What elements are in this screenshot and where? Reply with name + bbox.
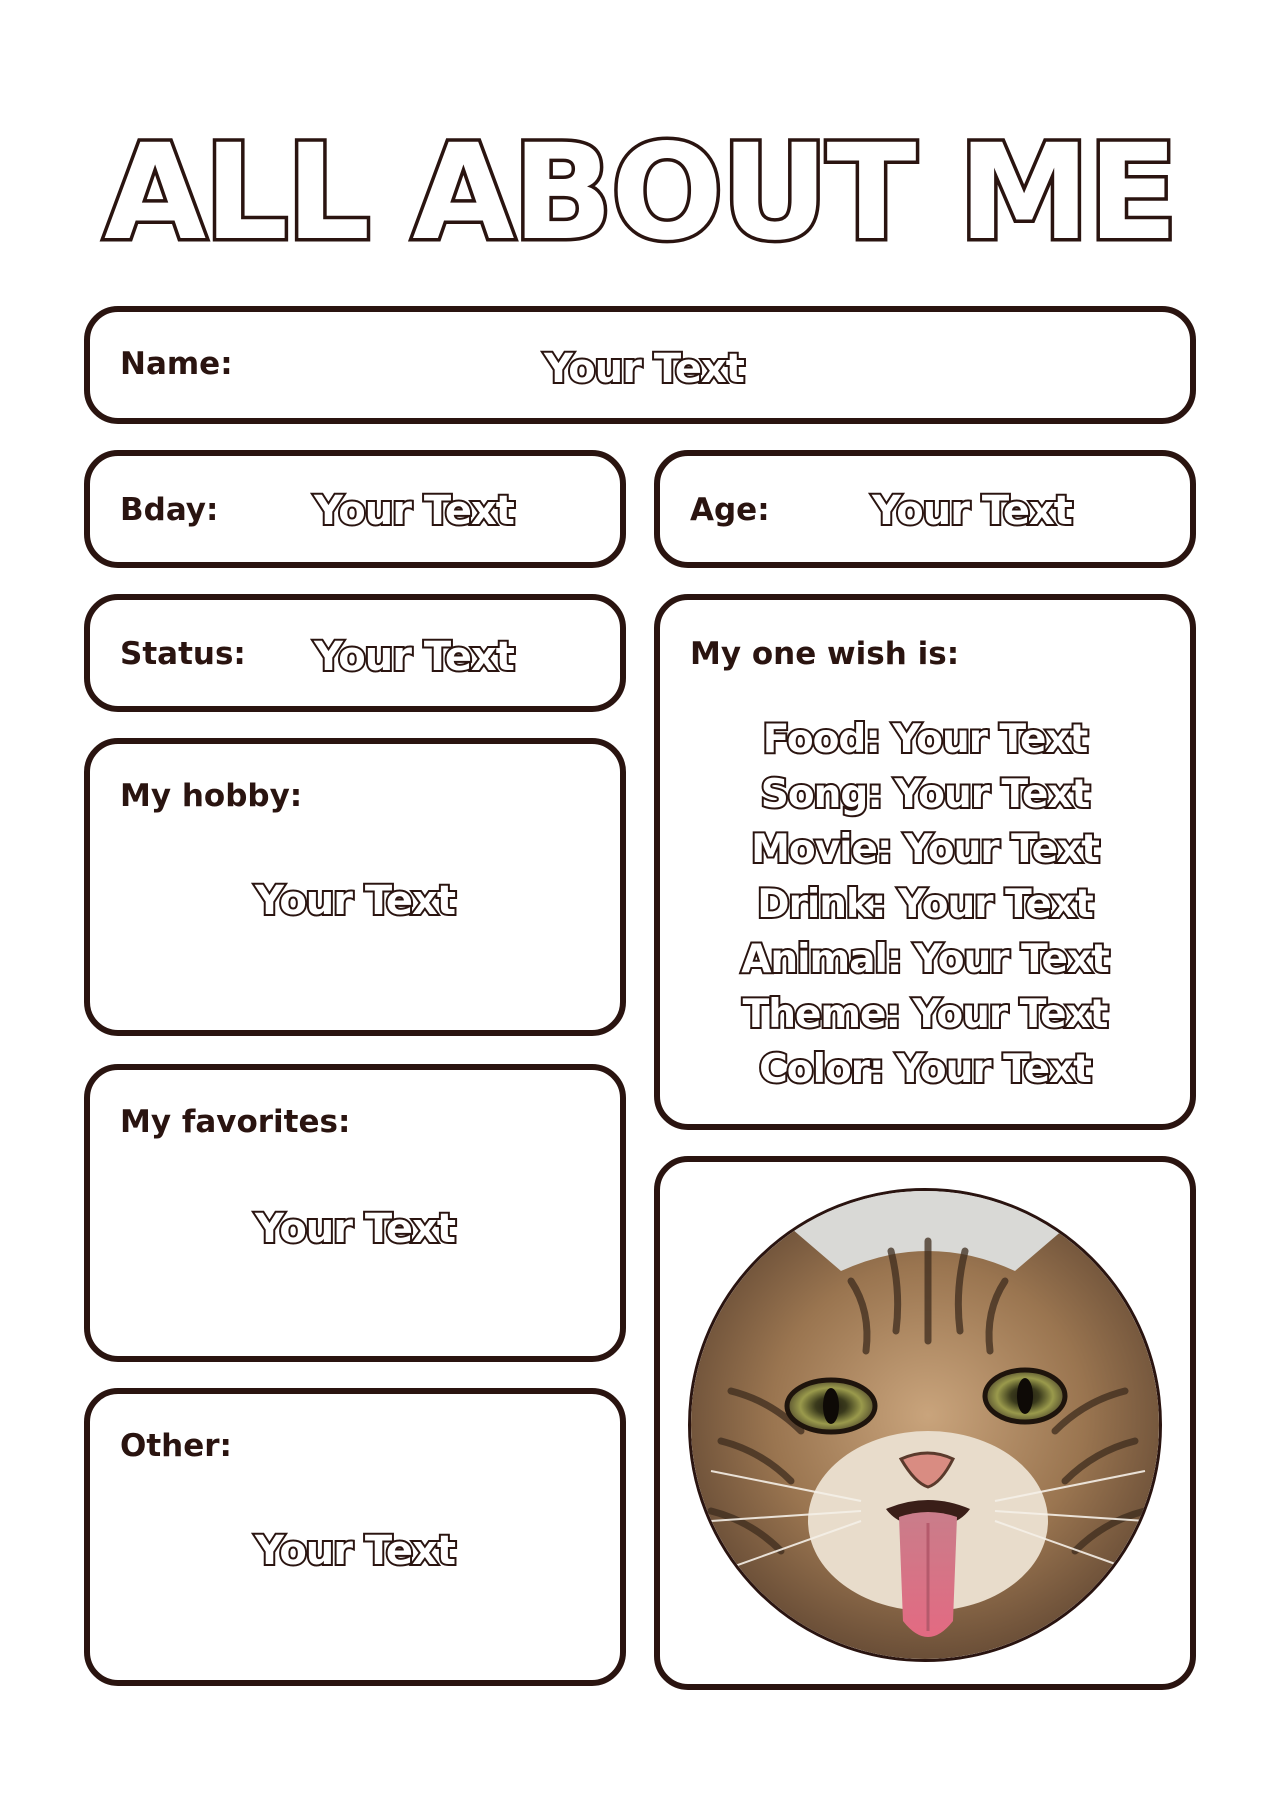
page-title: ALL ABOUT ME xyxy=(103,116,1177,270)
wish-item-animal[interactable]: Animal: Your Text xyxy=(741,937,1109,982)
bday-box xyxy=(84,450,626,568)
wish-item-movie[interactable]: Movie: Your Text xyxy=(751,827,1099,872)
other-value[interactable]: Your Text xyxy=(255,1528,455,1574)
favorites-box xyxy=(84,1064,626,1362)
favorites-label: My favorites: xyxy=(120,1104,351,1140)
hobby-box xyxy=(84,738,626,1036)
wish-item-theme[interactable]: Theme: Your Text xyxy=(742,992,1108,1037)
name-box xyxy=(84,306,1196,424)
photo-box xyxy=(654,1156,1196,1690)
other-label: Other: xyxy=(120,1428,232,1464)
wish-label: My one wish is: xyxy=(690,636,960,672)
hobby-value[interactable]: Your Text xyxy=(255,878,455,924)
bday-label: Bday: xyxy=(120,492,219,528)
status-label: Status: xyxy=(120,636,246,672)
wish-item-color[interactable]: Color: Your Text xyxy=(759,1047,1091,1092)
cat-photo xyxy=(688,1188,1162,1662)
age-box xyxy=(654,450,1196,568)
favorites-value[interactable]: Your Text xyxy=(255,1206,455,1252)
wish-list xyxy=(660,712,1190,1097)
name-value[interactable]: Your Text xyxy=(544,346,744,392)
name-label: Name: xyxy=(120,346,233,382)
status-value[interactable]: Your Text xyxy=(314,634,514,680)
other-box xyxy=(84,1388,626,1686)
wish-item-song[interactable]: Song: Your Text xyxy=(760,772,1090,817)
age-value[interactable]: Your Text xyxy=(872,488,1072,534)
wish-item-food[interactable]: Food: Your Text xyxy=(762,717,1088,762)
wish-item-drink[interactable]: Drink: Your Text xyxy=(757,882,1093,927)
status-box xyxy=(84,594,626,712)
hobby-label: My hobby: xyxy=(120,778,303,814)
wish-box xyxy=(654,594,1196,1130)
bday-value[interactable]: Your Text xyxy=(314,488,514,534)
age-label: Age: xyxy=(690,492,770,528)
